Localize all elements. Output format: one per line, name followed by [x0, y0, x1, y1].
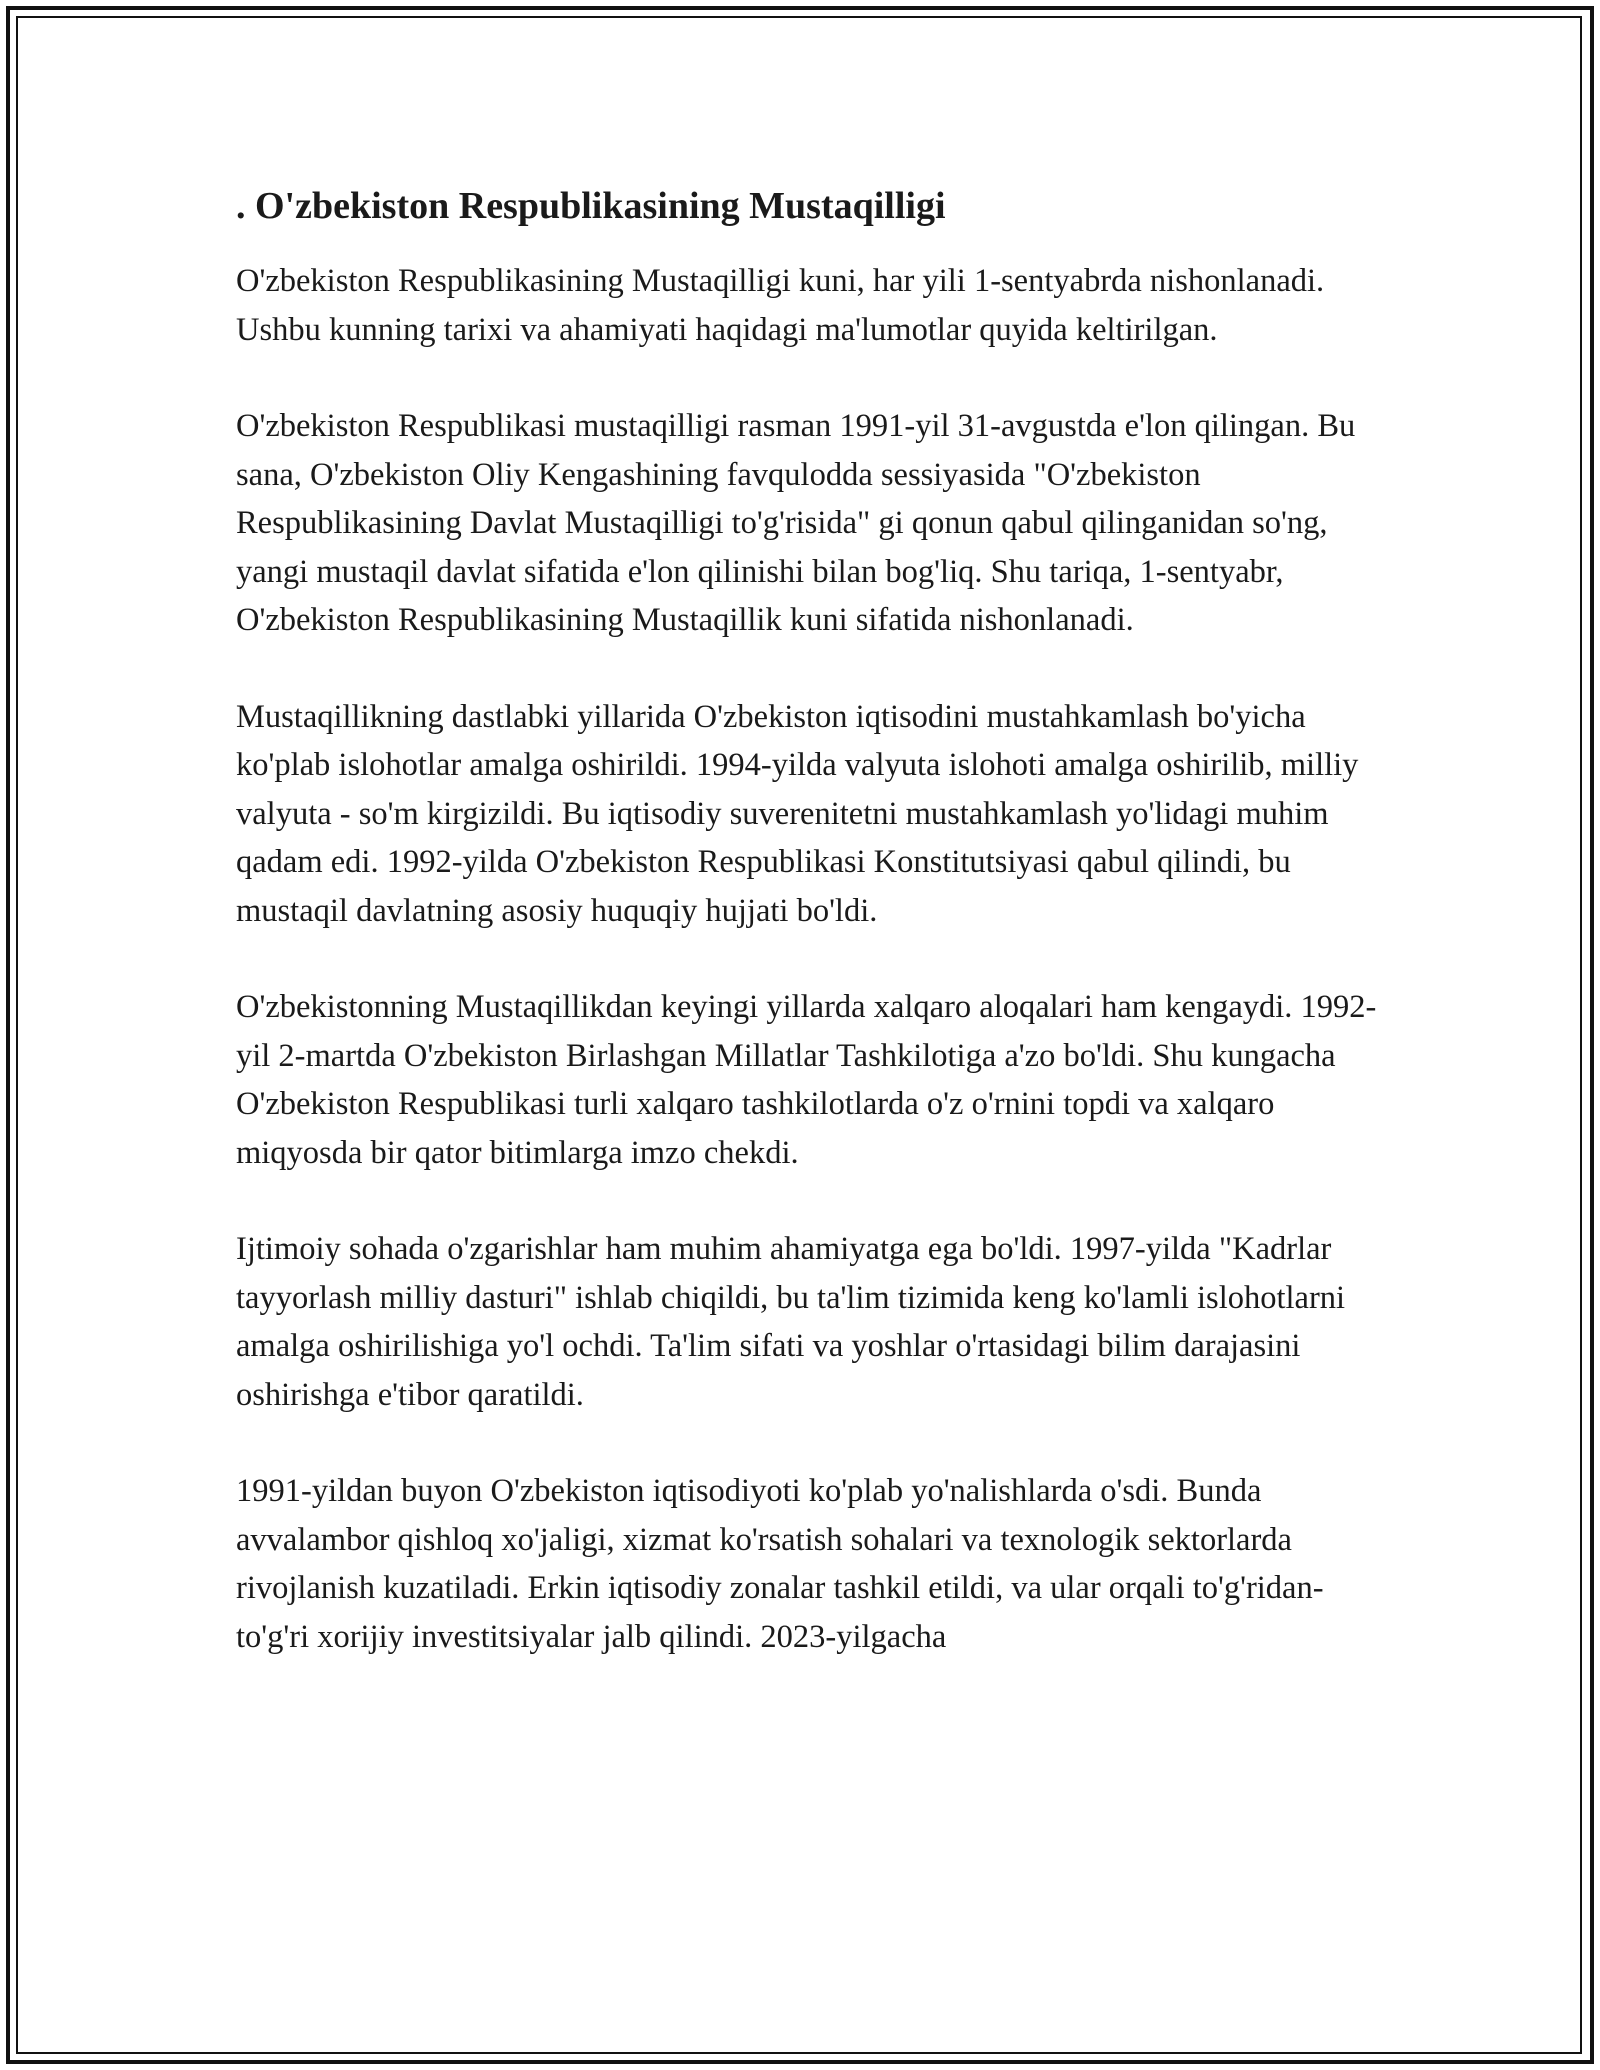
paragraph-economy-reforms: Mustaqillikning dastlabki yillarida O'zbekiston iqtisodini mustahkamlash bo'yicha ko'plab islohotlar amalga oshirildi. 1994-yilda valyuta islohoti amalga oshirilib, milliy valyuta - so'm kirgizildi. Bu iqtisodiy suverenitetni mustahkamlash yo'lidagi muhim qadam edi. 1992-yilda O'zbekiston Respublikasi Konstitutsiyasi qabul qilindi, bu mustaqil davlatning asosiy huquqiy hujjati bo'ldi. [236, 698, 1359, 929]
paragraph-intro: O'zbekiston Respublikasining Mustaqilligi kuni, har yili 1-sentyabrda nishonlanadi. Ushbu kunning tarixi va ahamiyati haqidagi ma'lumotlar quyida keltirilgan. [236, 263, 1325, 348]
document-body [236, 182, 1386, 1709]
document-title: . O'zbekiston Respublikasining Mustaqilligi [236, 185, 946, 227]
paragraph-economic-growth: 1991-yildan buyon O'zbekiston iqtisodiyoti ko'plab yo'nalishlarda o'sdi. Bunda avvalambor qishloq xo'jaligi, xizmat ko'rsatish sohalari va texnologik sektorlarda rivojlanish kuzatiladi. Erkin iqtisodiy zonalar tashkil etildi, va ular orqali to'g'ridan-to'g'ri xorijiy investitsiyalar jalb qilindi. 2023-yilgacha [236, 1473, 1324, 1655]
paragraph-international-relations: O'zbekistonning Mustaqillikdan keyingi yillarda xalqaro aloqalari ham kengaydi. 1992-yil 2-martda O'zbekiston Birlashgan Millatlar Tashkilotiga a'zo bo'ldi. Shu kungacha O'zbekiston Respublikasi turli xalqaro tashkilotlarda o'z o'rnini topdi va xalqaro miqyosda bir qator bitimlarga imzo chekdi. [236, 989, 1377, 1171]
paragraph-social-sphere: Ijtimoiy sohada o'zgarishlar ham muhim ahamiyatga ega bo'ldi. 1997-yilda "Kadrlar tayyorlash milliy dasturi" ishlab chiqildi, bu ta'lim tizimida keng ko'lamli islohotlarni amalga oshirilishiga yo'l ochdi. Ta'lim sifati va yoshlar o'rtasidagi bilim darajasini oshirishga e'tibor qaratildi. [236, 1231, 1346, 1413]
paragraph-declaration: O'zbekiston Respublikasi mustaqilligi rasman 1991-yil 31-avgustda e'lon qilingan. Bu sana, O'zbekiston Oliy Kengashining favqulodda sessiyasida "O'zbekiston Respublikasining Davlat Mustaqilligi to'g'risida" gi qonun qabul qilinganidan so'ng, yangi mustaqil davlat sifatida e'lon qilinishi bilan bog'liq. Shu tariqa, 1-sentyabr, O'zbekiston Respublikasining Mustaqillik kuni sifatida nishonlanadi. [236, 408, 1356, 639]
